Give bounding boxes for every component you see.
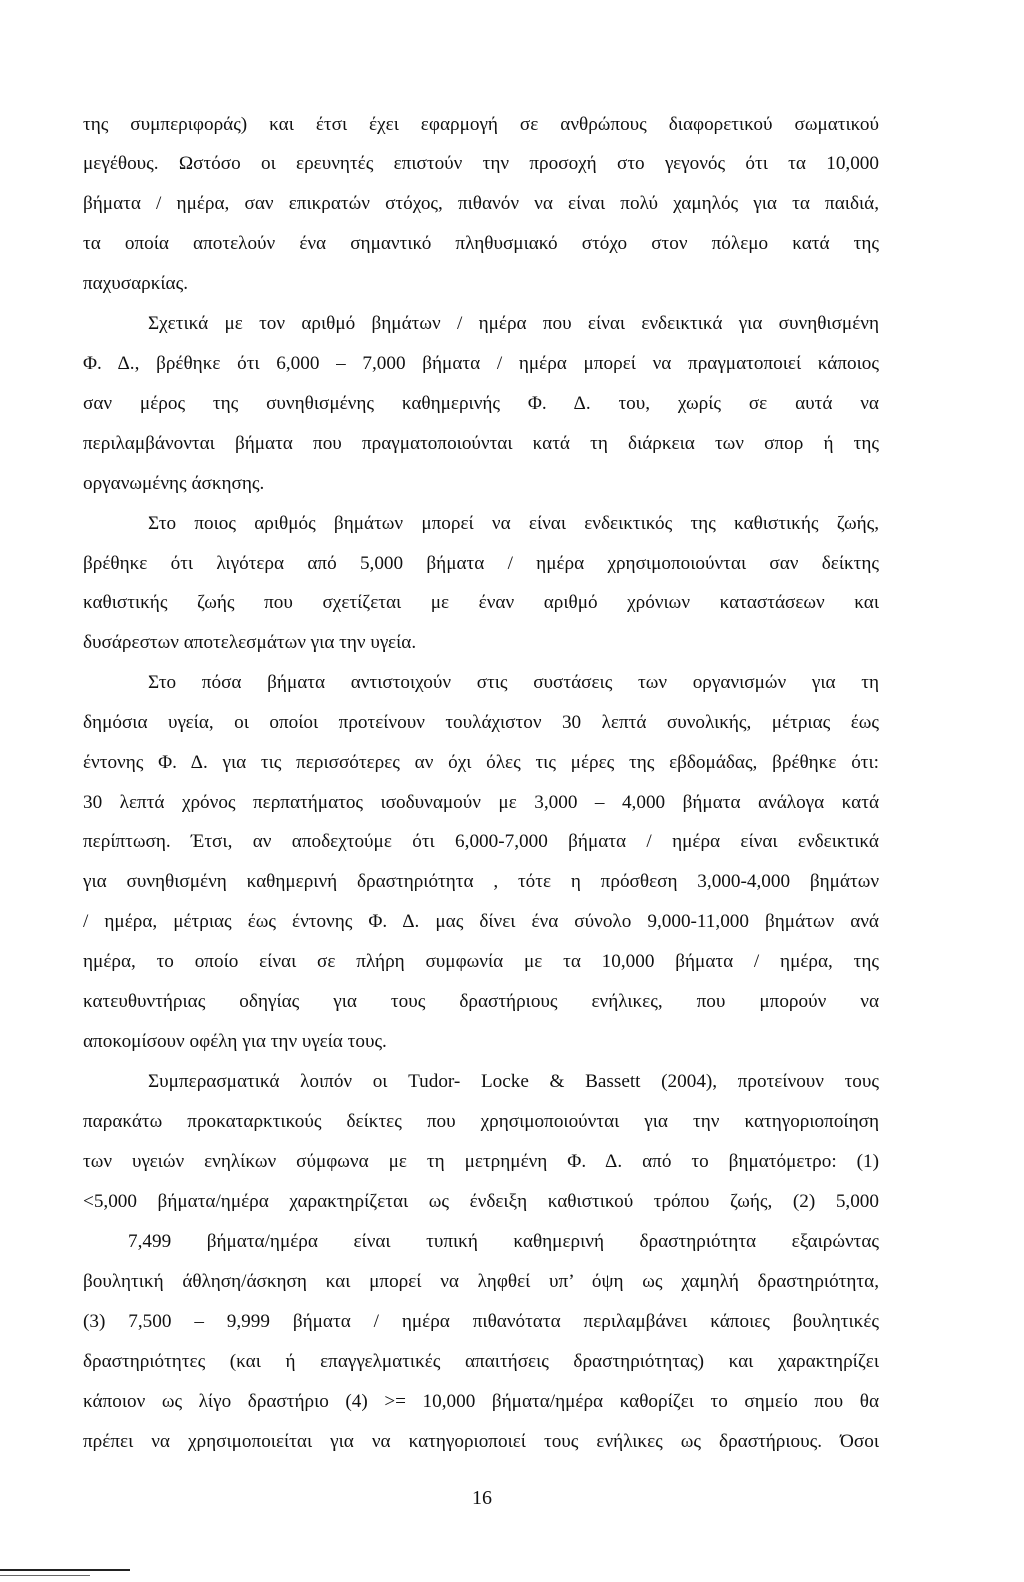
text-line: παχυσαρκίας. bbox=[83, 273, 189, 294]
text-line: ημέρα, το οποίο είναι σε πλήρη συμφωνία με τα 10,000 βήματα / ημέρα, της bbox=[83, 951, 879, 972]
text-line: σαν μέρος της συνηθισμένης καθημερινής Φ. Δ. του, χωρίς σε αυτά να bbox=[83, 393, 879, 414]
paragraph-first-line: Στο πόσα βήματα αντιστοιχούν στις συστάσεις των οργανισμών για τη bbox=[148, 672, 879, 693]
text-line: δυσάρεστων αποτελεσμάτων για την υγεία. bbox=[83, 632, 417, 653]
text-line: κάποιον ως λίγο δραστήριο (4) >= 10,000 βήματα/ημέρα καθορίζει το σημείο που θα bbox=[83, 1391, 879, 1412]
text-line: της συμπεριφοράς) και έτσι έχει εφαρμογή σε ανθρώπους διαφορετικού σωματικού bbox=[83, 114, 879, 135]
footer-rule bbox=[0, 1569, 130, 1571]
text-line: κατευθυντήριας οδηγίας για τους δραστήριους ενήλικες, που μπορούν να bbox=[83, 991, 879, 1012]
paragraph-first-line: Συμπερασματικά λοιπόν οι Tudor- Locke & Bassett (2004), προτείνουν τους bbox=[148, 1071, 879, 1092]
text-line: καθιστικής ζωής που σχετίζεται με έναν αριθμό χρόνιων καταστάσεων και bbox=[83, 592, 879, 613]
text-line: Φ. Δ., βρέθηκε ότι 6,000 – 7,000 βήματα / ημέρα μπορεί να πραγματοποιεί κάποιος bbox=[83, 353, 879, 374]
text-line: περιλαμβάνονται βήματα που πραγματοποιούνται κατά τη διάρκεια των σπορ ή της bbox=[83, 433, 879, 454]
text-line: <5,000 βήματα/ημέρα χαρακτηρίζεται ως ένδειξη καθιστικού τρόπου ζωής, (2) 5,000 bbox=[83, 1191, 879, 1212]
footer-rule-secondary bbox=[0, 1575, 90, 1576]
text-line: μεγέθους. Ωστόσο οι ερευνητές επιστούν την προσοχή στο γεγονός ότι τα 10,000 bbox=[83, 153, 879, 174]
text-line: 7,499 βήματα/ημέρα είναι τυπική καθημερινή δραστηριότητα εξαιρώντας bbox=[128, 1231, 879, 1252]
text-line: βήματα / ημέρα, σαν επικρατών στόχος, πιθανόν να είναι πολύ χαμηλός για τα παιδιά, bbox=[83, 193, 879, 214]
text-line: έντονης Φ. Δ. για τις περισσότερες αν όχι όλες τις μέρες της εβδομάδας, βρέθηκε ότι: bbox=[83, 752, 879, 773]
text-line: των υγειών ενηλίκων σύμφωνα με τη μετρημένη Φ. Δ. από το βηματόμετρο: (1) bbox=[83, 1151, 879, 1172]
text-line: / ημέρα, μέτριας έως έντονης Φ. Δ. μας δίνει ένα σύνολο 9,000-11,000 βημάτων ανά bbox=[83, 911, 879, 932]
text-line: βρέθηκε ότι λιγότερα από 5,000 βήματα / ημέρα χρησιμοποιούνται σαν δείκτης bbox=[83, 553, 879, 574]
text-line: περίπτωση. Έτσι, αν αποδεχτούμε ότι 6,000-7,000 βήματα / ημέρα είναι ενδεικτικά bbox=[83, 831, 879, 852]
text-line: για συνηθισμένη καθημερινή δραστηριότητα , τότε η πρόσθεση 3,000-4,000 βημάτων bbox=[83, 871, 879, 892]
paragraph-first-line: Στο ποιος αριθμός βημάτων μπορεί να είναι ενδεικτικός της καθιστικής ζωής, bbox=[148, 513, 879, 534]
text-line: πρέπει να χρησιμοποιείται για να κατηγοριοποιεί τους ενήλικες ως δραστήριους. Όσοι bbox=[83, 1431, 879, 1452]
text-line: οργανωμένης άσκησης. bbox=[83, 473, 265, 494]
text-line: παρακάτω προκαταρκτικούς δείκτες που χρησιμοποιούνται για την κατηγοριοποίηση bbox=[83, 1111, 879, 1132]
page-number: 16 bbox=[472, 1487, 492, 1509]
text-line: δραστηριότητες (και ή επαγγελματικές απαιτήσεις δραστηριότητας) και χαρακτηρίζει bbox=[83, 1351, 879, 1372]
text-line: τα οποία αποτελούν ένα σημαντικό πληθυσμιακό στόχο στον πόλεμο κατά της bbox=[83, 233, 879, 254]
text-line: 30 λεπτά χρόνος περπατήματος ισοδυναμούν με 3,000 – 4,000 βήματα ανάλογα κατά bbox=[83, 792, 879, 813]
text-line: αποκομίσουν οφέλη για την υγεία τους. bbox=[83, 1031, 387, 1052]
text-line: (3) 7,500 – 9,999 βήματα / ημέρα πιθανότατα περιλαμβάνει κάποιες βουλητικές bbox=[83, 1311, 879, 1332]
text-line: βουλητική άθληση/άσκηση και μπορεί να ληφθεί υπ’ όψη ως χαμηλή δραστηριότητα, bbox=[83, 1271, 879, 1292]
paragraph-first-line: Σχετικά με τον αριθμό βημάτων / ημέρα που είναι ενδεικτικά για συνηθισμένη bbox=[148, 313, 879, 334]
text-line: δημόσια υγεία, οι οποίοι προτείνουν τουλάχιστον 30 λεπτά συνολικής, μέτριας έως bbox=[83, 712, 879, 733]
